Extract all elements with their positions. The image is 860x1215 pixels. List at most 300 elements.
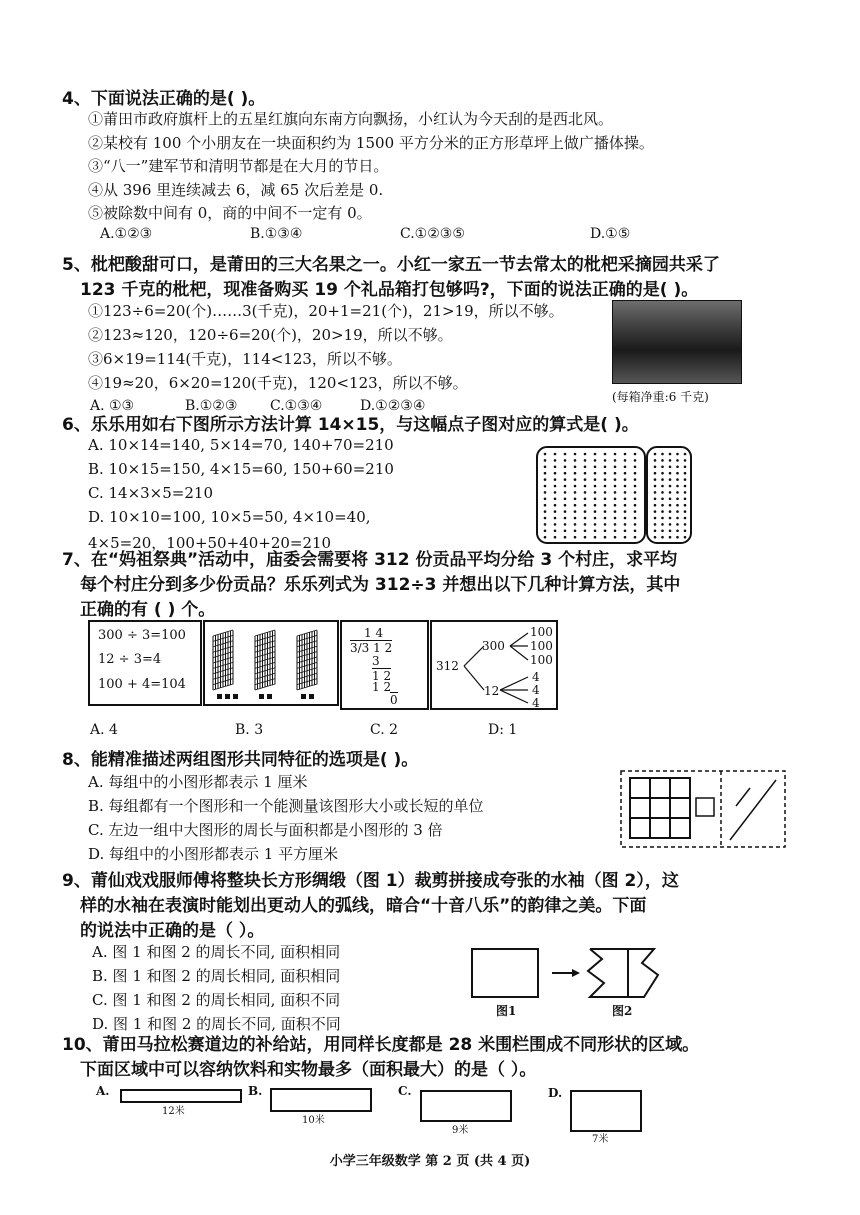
place-value-blocks	[205, 622, 337, 704]
dot	[654, 491, 657, 494]
figure-1-label: 图1	[496, 1004, 517, 1018]
dot	[554, 510, 557, 513]
dot	[669, 478, 672, 481]
question-10-title-line1: 10、莆田马拉松赛道边的补给站，用同样长度都是 28 米围栏围成不同形状的区域。	[62, 1035, 700, 1055]
dot	[624, 466, 627, 469]
dot	[584, 510, 587, 513]
figure-1-rectangle	[472, 949, 538, 997]
dot	[661, 498, 664, 501]
dot	[594, 536, 597, 539]
dot	[684, 523, 687, 526]
dot	[661, 530, 664, 533]
dot	[604, 536, 607, 539]
dot	[584, 517, 587, 520]
dot	[684, 478, 687, 481]
question-8-title: 8、能精准描述两组图形共同特征的选项是( )。	[62, 750, 419, 770]
q9-option-a[interactable]: A. 图 1 和图 2 的周长不同, 面积相同	[92, 943, 341, 961]
dot	[554, 530, 557, 533]
q5-option-b[interactable]: B.①②③	[185, 398, 238, 414]
q4-options	[100, 226, 630, 242]
q6-option-c[interactable]: C. 14×3×5=210	[88, 484, 213, 502]
q7-option-b[interactable]: B. 3	[235, 722, 264, 738]
dot	[564, 478, 567, 481]
dot	[624, 530, 627, 533]
q5-option-c[interactable]: C.①③④	[270, 398, 323, 414]
dot	[654, 536, 657, 539]
q6-option-b[interactable]: B. 10×15=150, 4×15=60, 150+60=210	[88, 460, 394, 478]
dot	[669, 517, 672, 520]
dot	[554, 523, 557, 526]
dot	[584, 453, 587, 456]
dot	[669, 485, 672, 488]
unit-cube	[233, 694, 238, 699]
figure-2-sleeve	[588, 949, 658, 997]
q7-c-remainder: 0	[390, 693, 398, 707]
dot	[574, 517, 577, 520]
q7-a-line2: 12 ÷ 3=4	[98, 652, 162, 667]
dot	[654, 478, 657, 481]
dot	[594, 510, 597, 513]
dot	[676, 459, 679, 462]
dot	[669, 498, 672, 501]
dot	[614, 459, 617, 462]
dot	[661, 478, 664, 481]
dot	[624, 478, 627, 481]
q10-rect-c-dim: 9米	[452, 1125, 469, 1136]
dot	[574, 472, 577, 475]
dot	[554, 453, 557, 456]
dot	[564, 453, 567, 456]
q5-photo-caption: (每箱净重:6 千克)	[612, 390, 709, 404]
dot	[654, 472, 657, 475]
dot	[584, 523, 587, 526]
page-footer: 小学三年级数学 第 2 页 (共 4 页)	[329, 1154, 531, 1169]
dot	[684, 536, 687, 539]
dot	[604, 472, 607, 475]
q7-d-node-12: 12	[484, 684, 500, 698]
dot	[661, 517, 664, 520]
dot	[624, 472, 627, 475]
dot	[684, 491, 687, 494]
q5-item-4: ④19≈20，6×20=120(千克)，120<123，所以不够。	[88, 374, 468, 392]
dot	[676, 491, 679, 494]
dot	[661, 491, 664, 494]
q7-method-a-box	[88, 620, 202, 706]
dot	[654, 453, 657, 456]
dot	[584, 491, 587, 494]
q6-option-a[interactable]: A. 10×14=140, 5×14=70, 140+70=210	[88, 436, 394, 454]
q7-c-dividend: 3/3 1 2	[350, 641, 393, 655]
dot	[604, 498, 607, 501]
q5-item-1: ①123÷6=20(个)……3(千克)，20+1=21(个)，21>19，所以不够。	[88, 302, 564, 320]
dot-group-left	[537, 447, 645, 543]
q4-option-a[interactable]: A.①②③	[100, 226, 153, 242]
dot	[634, 453, 637, 456]
dot	[661, 472, 664, 475]
dot	[634, 523, 637, 526]
q7-c-step1: 3	[372, 654, 380, 668]
dot	[669, 523, 672, 526]
dot	[604, 491, 607, 494]
dot	[544, 498, 547, 501]
dot	[684, 517, 687, 520]
dot	[544, 485, 547, 488]
dot	[676, 523, 679, 526]
q10-rect-d-dim: 7米	[592, 1134, 609, 1145]
q8-option-a[interactable]: A. 每组中的小图形都表示 1 厘米	[88, 773, 308, 791]
dot	[654, 504, 657, 507]
dot	[654, 510, 657, 513]
dot	[661, 453, 664, 456]
dot	[684, 504, 687, 507]
dot	[594, 459, 597, 462]
dot	[676, 504, 679, 507]
dot	[574, 478, 577, 481]
dot	[564, 523, 567, 526]
dot	[634, 478, 637, 481]
q5-item-3: ③6×19=114(千克)，114<123，所以不够。	[88, 350, 402, 368]
q7-option-d[interactable]: D: 1	[488, 722, 518, 738]
q7-option-c[interactable]: C. 2	[370, 722, 399, 738]
q4-item-5: ⑤被除数中间有 0，商的中间不一定有 0。	[88, 204, 372, 222]
dot	[654, 485, 657, 488]
unit-cube	[267, 694, 272, 699]
dot	[684, 530, 687, 533]
q7-d-leaf-100c: 100	[530, 653, 553, 667]
q7-c-step3: 1 2	[372, 680, 392, 694]
dot	[594, 466, 597, 469]
q7-a-line1: 300 ÷ 3=100	[98, 628, 186, 643]
dot	[669, 504, 672, 507]
dot	[634, 491, 637, 494]
q10-rect-c	[420, 1090, 512, 1122]
dot	[604, 453, 607, 456]
dot	[564, 510, 567, 513]
dot	[684, 510, 687, 513]
dot	[614, 523, 617, 526]
dot	[669, 453, 672, 456]
dot	[554, 459, 557, 462]
dot	[554, 491, 557, 494]
dot	[584, 536, 587, 539]
dot	[594, 523, 597, 526]
dot-array-diagram	[535, 445, 693, 545]
dot	[544, 478, 547, 481]
dot	[676, 478, 679, 481]
q7-options	[90, 722, 517, 738]
unit-cube	[309, 694, 314, 699]
dot	[584, 459, 587, 462]
dot	[604, 504, 607, 507]
dot	[564, 485, 567, 488]
dot	[584, 485, 587, 488]
dot	[544, 517, 547, 520]
dot	[584, 478, 587, 481]
dot	[676, 453, 679, 456]
q10-option-b-label[interactable]: B.	[248, 1084, 263, 1098]
shape-groups-diagram	[620, 770, 786, 848]
hundred-flat	[297, 630, 317, 690]
q7-c-quotient: 1 4	[364, 626, 384, 640]
dot	[634, 459, 637, 462]
dot	[604, 466, 607, 469]
dot	[661, 523, 664, 526]
question-7-title-line3: 正确的有 ( ) 个。	[80, 600, 216, 620]
q4-item-3: ③“八一”建军节和清明节都是在大月的节日。	[88, 157, 389, 175]
dot	[554, 466, 557, 469]
dot	[676, 466, 679, 469]
q10-option-c-label[interactable]: C.	[398, 1084, 412, 1098]
unit-segment	[736, 788, 750, 806]
dot	[669, 536, 672, 539]
q7-d-leaf-4c: 4	[532, 696, 540, 710]
q9-option-b[interactable]: B. 图 1 和图 2 的周长相同, 面积相同	[92, 967, 341, 985]
q8-option-d[interactable]: D. 每组中的小图形都表示 1 平方厘米	[88, 845, 339, 863]
dot	[544, 530, 547, 533]
dot	[634, 466, 637, 469]
dot	[669, 530, 672, 533]
q10-rect-b	[270, 1088, 372, 1112]
dot	[544, 453, 547, 456]
dot	[574, 523, 577, 526]
dot	[661, 459, 664, 462]
q7-d-root: 312	[436, 659, 459, 673]
q8-option-b[interactable]: B. 每组都有一个图形和一个能测量该图形大小或长短的单位	[88, 797, 484, 815]
dot	[669, 459, 672, 462]
dot	[604, 523, 607, 526]
dot	[654, 530, 657, 533]
dot	[564, 504, 567, 507]
dot	[554, 504, 557, 507]
unit-cube	[225, 694, 230, 699]
dot	[614, 498, 617, 501]
dot	[584, 498, 587, 501]
unit-square	[696, 798, 714, 816]
question-5-title-line2: 123 千克的枇杷，现准备购买 19 个礼品箱打包够吗?，下面的说法正确的是( )。	[80, 280, 699, 300]
q4-option-d[interactable]: D.①⑤	[590, 226, 631, 242]
figure-2-label: 图2	[612, 1004, 633, 1018]
q7-d-leaf-100b: 100	[530, 639, 553, 653]
hundred-flat	[255, 630, 275, 690]
dot	[614, 517, 617, 520]
question-6-title: 6、乐乐用如右下图所示方法计算 14×15，与这幅点子图对应的算式是( )。	[62, 415, 639, 435]
dot	[684, 498, 687, 501]
dot	[604, 478, 607, 481]
dot	[624, 453, 627, 456]
dot	[564, 459, 567, 462]
dot	[594, 485, 597, 488]
dot	[676, 536, 679, 539]
dot	[624, 498, 627, 501]
q7-c-step2: 1 2	[372, 669, 392, 683]
dot	[604, 517, 607, 520]
dot	[676, 485, 679, 488]
dot	[604, 459, 607, 462]
dot	[614, 472, 617, 475]
dot	[634, 485, 637, 488]
dot	[634, 530, 637, 533]
dot	[584, 472, 587, 475]
dot	[654, 523, 657, 526]
dot	[564, 472, 567, 475]
dot	[624, 536, 627, 539]
dot	[554, 478, 557, 481]
q5-item-2: ②123≈120，120÷6=20(个)，20>19，所以不够。	[88, 326, 453, 344]
q10-rect-a-dim: 12米	[162, 1106, 185, 1117]
dot	[604, 530, 607, 533]
dot	[554, 472, 557, 475]
q7-option-a[interactable]: A. 4	[90, 722, 118, 738]
dot	[544, 536, 547, 539]
dot	[574, 536, 577, 539]
dot	[544, 466, 547, 469]
unit-cube	[259, 694, 264, 699]
dot	[661, 485, 664, 488]
dot	[654, 466, 657, 469]
unit-cube	[301, 694, 306, 699]
dot	[684, 466, 687, 469]
question-7-title-line1: 7、在“妈祖祭典”活动中，庙委会需要将 312 份贡品平均分给 3 个村庄，求平均	[62, 550, 678, 570]
q7-d-leaf-100a: 100	[530, 625, 553, 639]
dot	[594, 504, 597, 507]
dot	[574, 459, 577, 462]
dot	[676, 498, 679, 501]
q8-option-c[interactable]: C. 左边一组中大图形的周长与面积都是小图形的 3 倍	[88, 821, 443, 839]
q9-option-c[interactable]: C. 图 1 和图 2 的周长相同, 面积不同	[92, 991, 341, 1009]
dot	[654, 459, 657, 462]
dot	[661, 466, 664, 469]
dot	[564, 517, 567, 520]
q5-option-a[interactable]: A. ①③	[90, 398, 135, 414]
dot	[634, 510, 637, 513]
q4-item-2: ②某校有 100 个小朋友在一块面积约为 1500 平方分米的正方形草坪上做广播体操。	[88, 134, 654, 152]
dot	[564, 491, 567, 494]
dot	[624, 504, 627, 507]
question-9-title-line2: 样的水袖在表演时能划出更动人的弧线，暗合“十音八乐”的韵律之美。下面	[80, 896, 647, 916]
dot	[554, 485, 557, 488]
cloth-diagram	[468, 945, 668, 1005]
dot	[624, 459, 627, 462]
dot	[544, 523, 547, 526]
dot	[604, 510, 607, 513]
dot	[614, 485, 617, 488]
q7-d-leaf-4b: 4	[532, 683, 540, 697]
q9-option-d[interactable]: D. 图 1 和图 2 的周长不同, 面积不同	[92, 1015, 341, 1033]
dot	[669, 491, 672, 494]
dot	[574, 510, 577, 513]
q6-option-d-cont: 4×5=20，100+50+40+20=210	[88, 534, 332, 552]
hundred-flat	[213, 630, 233, 690]
q4-option-c[interactable]: C.①②③⑤	[400, 226, 465, 242]
q7-a-line3: 100 + 4=104	[98, 677, 186, 692]
dot	[564, 536, 567, 539]
dot	[544, 491, 547, 494]
dot	[594, 530, 597, 533]
dot	[574, 498, 577, 501]
question-9-title-line3: 的说法中正确的是（ ）。	[80, 921, 265, 941]
dot	[624, 517, 627, 520]
dot	[624, 491, 627, 494]
unit-cube	[217, 694, 222, 699]
dot	[669, 466, 672, 469]
question-4-title: 4、下面说法正确的是( )。	[62, 89, 266, 109]
dot	[554, 536, 557, 539]
dot	[564, 466, 567, 469]
dot	[634, 536, 637, 539]
dot	[594, 472, 597, 475]
dot	[564, 530, 567, 533]
question-5-title-line1: 5、枇杷酸甜可口，是莆田的三大名果之一。小红一家五一节去常太的枇杷采摘园共采了	[62, 255, 720, 275]
dot	[594, 478, 597, 481]
dot	[669, 510, 672, 513]
dot	[624, 485, 627, 488]
q4-option-b[interactable]: B.①③④	[250, 226, 303, 242]
q7-d-node-300: 300	[482, 639, 505, 653]
dot	[594, 491, 597, 494]
question-7-title-line2: 每个村庄分到多少份贡品？乐乐列式为 312÷3 并想出以下几种计算方法，其中	[80, 575, 681, 595]
dot	[594, 453, 597, 456]
dot	[544, 504, 547, 507]
dot	[614, 491, 617, 494]
dot	[676, 472, 679, 475]
q10-option-a-label[interactable]: A.	[96, 1084, 110, 1098]
q4-item-1: ①莆田市政府旗杆上的五星红旗向东南方向飘扬，小红认为今天刮的是西北风。	[88, 110, 614, 128]
dot	[554, 498, 557, 501]
dot	[624, 523, 627, 526]
dot	[676, 510, 679, 513]
long-segment	[730, 780, 776, 840]
dot	[574, 466, 577, 469]
dot	[634, 504, 637, 507]
dot	[614, 510, 617, 513]
dot	[584, 504, 587, 507]
dot	[661, 536, 664, 539]
dot	[661, 504, 664, 507]
q10-rect-a	[120, 1089, 242, 1103]
dot	[614, 466, 617, 469]
q10-rect-d	[570, 1090, 642, 1132]
dot	[544, 459, 547, 462]
dot	[684, 472, 687, 475]
dot	[654, 517, 657, 520]
q7-method-b-box	[203, 620, 339, 706]
question-9-title-line1: 9、莆仙戏戏服师傅将整块长方形绸缎（图 1）裁剪拼接成夸张的水袖（图 2），这	[62, 871, 679, 891]
q5-option-d[interactable]: D.①②③④	[360, 398, 426, 414]
dot	[574, 453, 577, 456]
q10-option-d-label[interactable]: D.	[548, 1086, 563, 1100]
dot	[604, 485, 607, 488]
dot	[574, 504, 577, 507]
dot	[614, 453, 617, 456]
q4-item-4: ④从 396 里连续减去 6，减 65 次后差是 0.	[88, 181, 384, 199]
dot	[634, 517, 637, 520]
dot	[669, 472, 672, 475]
dot	[574, 530, 577, 533]
question-10-title-line2: 下面区域中可以容纳饮料和实物最多（面积最大）的是（ ）。	[80, 1060, 537, 1080]
dot	[684, 459, 687, 462]
dot	[676, 517, 679, 520]
dot	[544, 510, 547, 513]
dot	[584, 530, 587, 533]
q7-method-d-box	[430, 620, 558, 710]
dot	[564, 498, 567, 501]
dot	[684, 453, 687, 456]
q6-option-d[interactable]: D. 10×10=100, 10×5=50, 4×10=40,	[88, 508, 371, 526]
q10-rect-b-dim: 10米	[302, 1115, 325, 1126]
dot	[614, 504, 617, 507]
dot	[684, 485, 687, 488]
dot	[594, 517, 597, 520]
